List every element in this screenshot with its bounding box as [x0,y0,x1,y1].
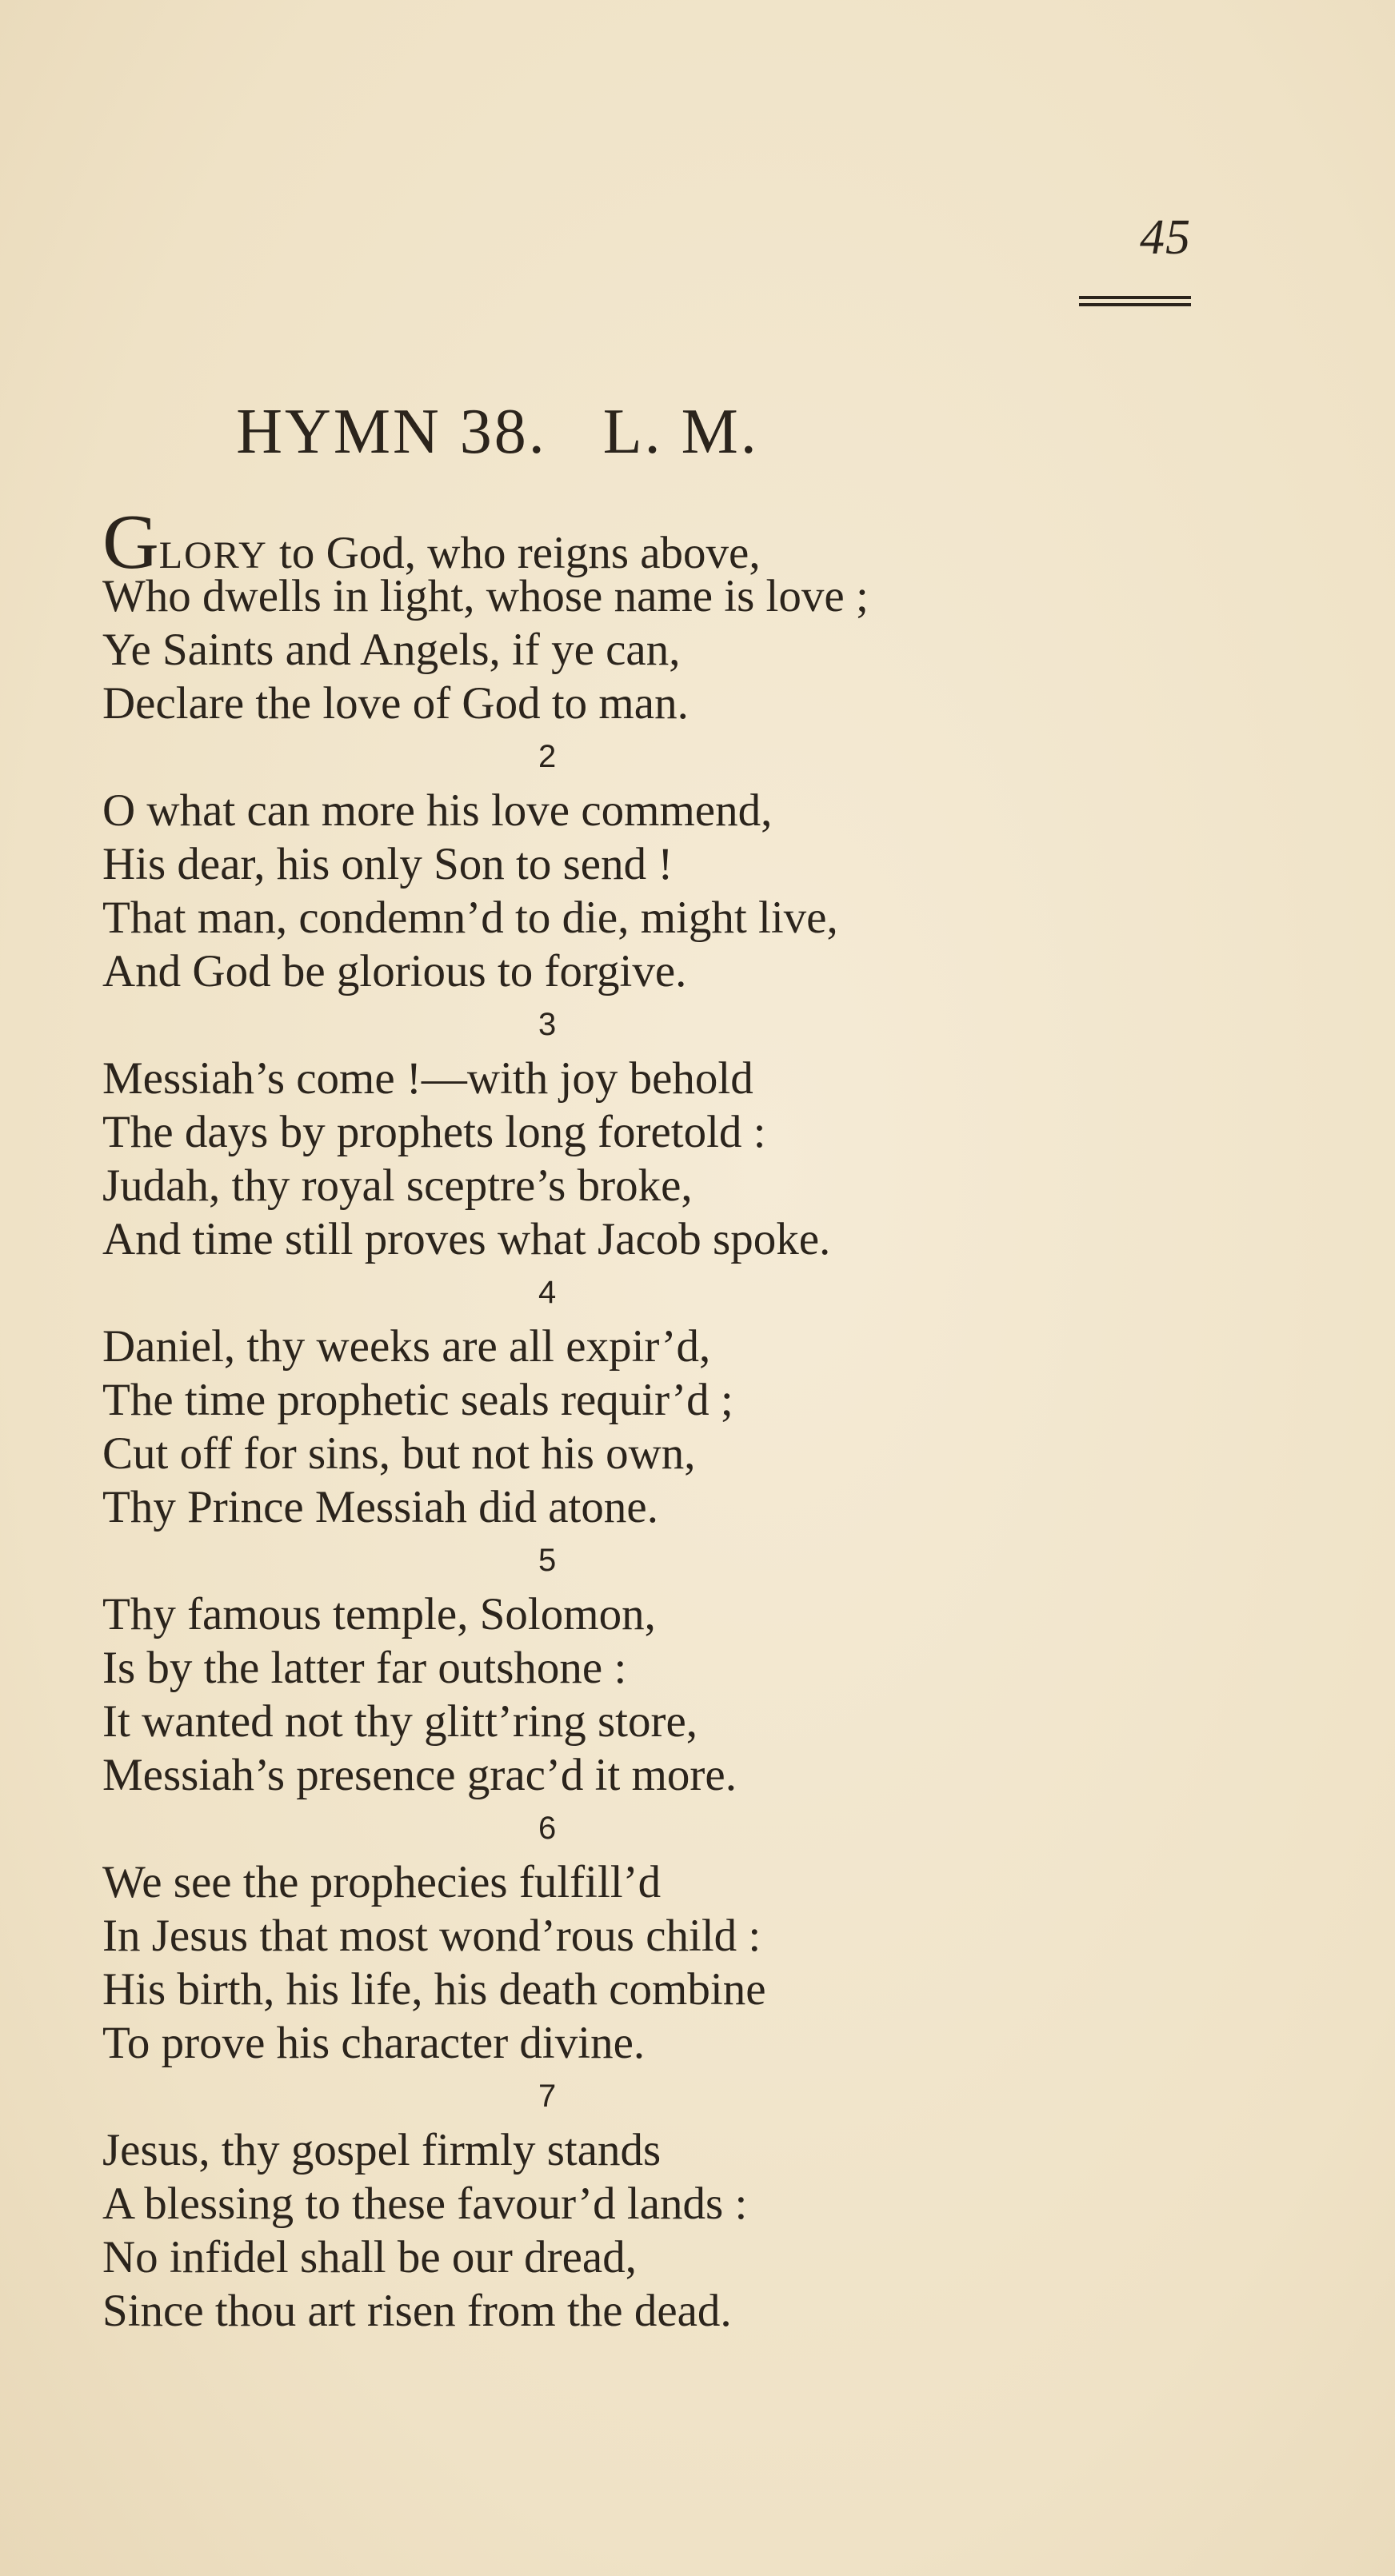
page-number: 45 [1140,210,1191,265]
verse-line: Cut off for sins, but not his own, [102,1428,696,1479]
verse-line: We see the prophecies fulfill’d [102,1857,662,1907]
verse-line: Who dwells in light, whose name is love ; [102,571,869,621]
hymn-meter: L. M. [602,397,759,467]
verse-line: It wanted not thy glitt’ring store, [102,1696,698,1747]
verse-line: And God be glorious to forgive. [102,946,687,996]
verse-line: And time still proves what Jacob spoke. [102,1214,831,1264]
stanza-number: 3 [538,1007,557,1042]
verse-line-text: to God, who reigns above, [267,528,761,578]
verse-line: Judah, thy royal sceptre’s broke, [102,1160,693,1211]
verse-line: The time prophetic seals requir’d ; [102,1375,733,1425]
verse-line: O what can more his love commend, [102,785,773,836]
verse-line: Ye Saints and Angels, if ye can, [102,625,681,675]
header-rule [1079,296,1191,315]
verse-line: His dear, his only Son to send ! [102,839,674,889]
verse-line: Messiah’s presence grac’d it more. [102,1750,737,1800]
hymn-number: HYMN 38. [236,397,547,467]
verse-line: In Jesus that most wond’rous child : [102,1911,761,1961]
verse-line: Daniel, thy weeks are all expir’d, [102,1321,711,1372]
verse-line: No infidel shall be our dread, [102,2232,637,2282]
verse-line: That man, condemn’d to die, might live, [102,893,838,943]
verse-line: Messiah’s come !—with joy behold [102,1053,753,1104]
stanza-number: 7 [538,2079,557,2114]
stanza-number: 2 [538,739,557,774]
verse-line: Since thou art risen from the dead. [102,2286,732,2336]
verse-line: Thy Prince Messiah did atone. [102,1482,658,1532]
verse-line: The days by prophets long foretold : [102,1107,766,1157]
verse-line: To prove his character divine. [102,2018,646,2068]
verse-line: Is by the latter far outshone : [102,1643,627,1693]
verse-line: Thy famous temple, Solomon, [102,1589,656,1639]
verse-line [102,499,1062,585]
verse-line: Declare the love of God to man. [102,678,689,729]
verse-line: His birth, his life, his death combine [102,1964,766,2015]
stanza-number: 5 [538,1543,557,1578]
stanza-number: 6 [538,1811,557,1846]
small-caps-word: LORY [158,534,268,577]
hymn-title [0,396,995,469]
verse-line: A blessing to these favour’d lands : [102,2179,748,2229]
verse-line: Jesus, thy gospel firmly stands [102,2125,662,2175]
stanza-number: 4 [538,1275,557,1310]
drop-cap: G [102,499,159,585]
hymn-text [102,499,1062,2338]
